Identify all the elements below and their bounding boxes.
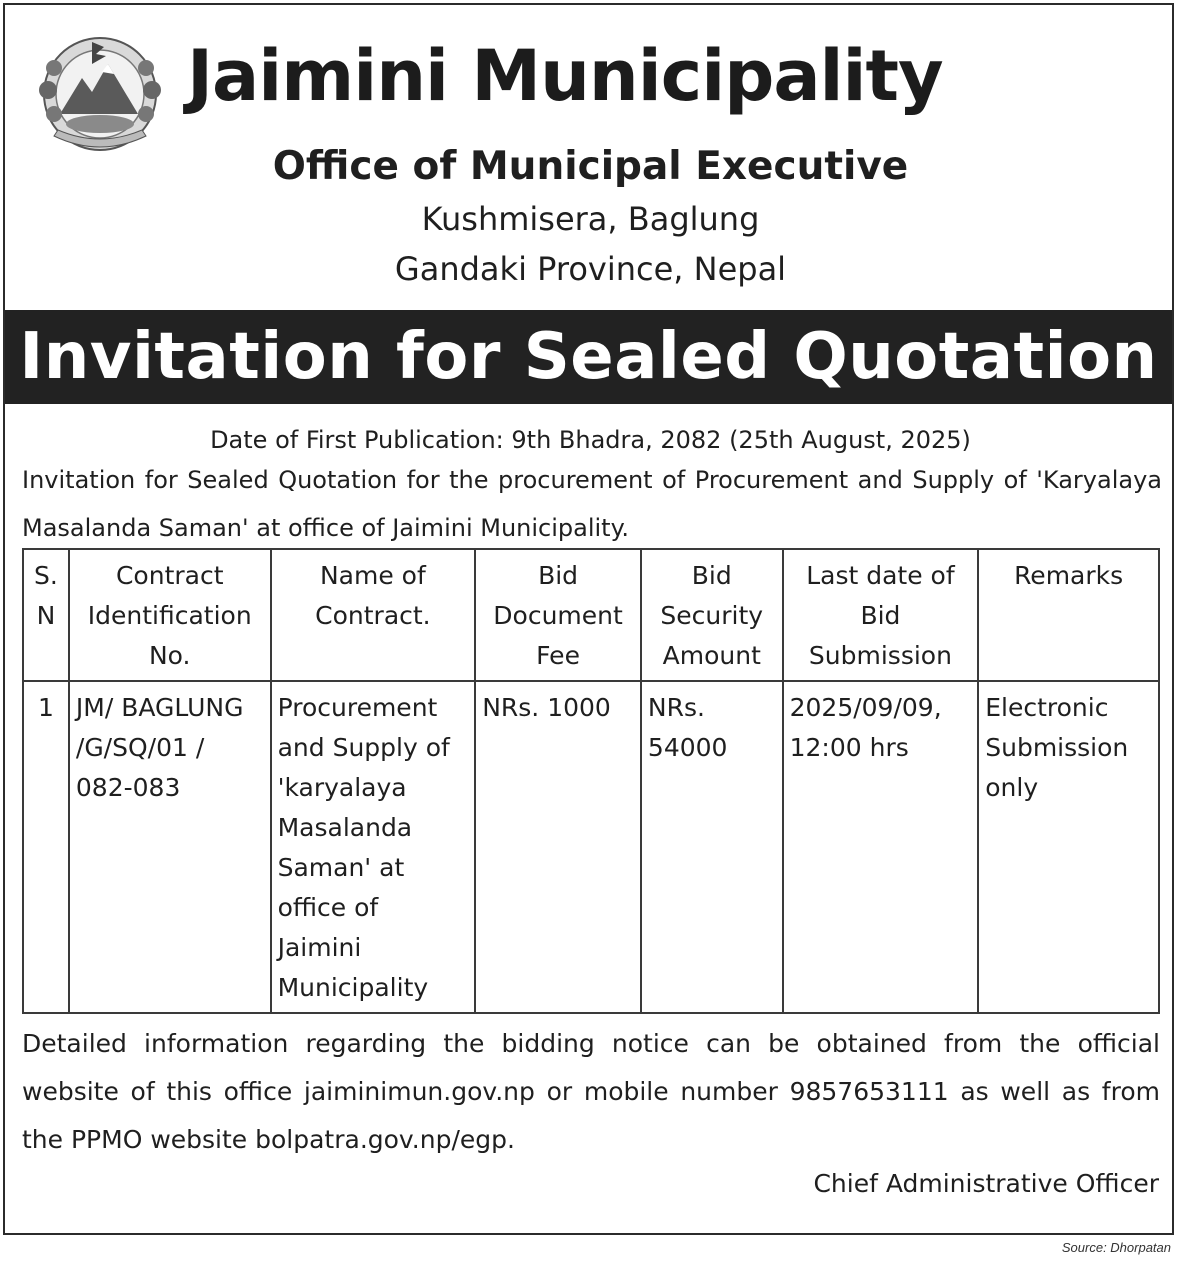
address-line-2: Gandaki Province, Nepal: [394, 250, 787, 288]
address-line-1: Kushmisera, Baglung: [421, 200, 760, 238]
cell-contract-id: JM/ BAGLUNG /G/SQ/01 / 082-083: [69, 681, 271, 1013]
cell-bid-security: NRs. 54000: [641, 681, 783, 1013]
notice-intro: Invitation for Sealed Quotation for the procurement of Procurement and Supply of 'Karyalaya Masalanda Saman' at office of Jaimini Municipality.: [22, 466, 1162, 542]
details-paragraph: Detailed information regarding the bidding notice can be obtained from the official website of this office jaiminimun.gov.np or mobile number 9857653111 as well as from the PPMO website bolpatra.gov.np/egp.: [22, 1029, 1160, 1154]
header-bid-security: Bid Security Amount: [641, 549, 783, 681]
source-credit: Source: Dhorpatan: [1061, 1240, 1171, 1255]
bid-table: [22, 548, 1160, 1014]
header-remarks: Remarks: [978, 549, 1159, 681]
office-name: Office of Municipal Executive: [272, 144, 909, 189]
header-sn: S. N: [23, 549, 69, 681]
header-contract-name: Name of Contract.: [271, 549, 476, 681]
header-contract-id: Contract Identification No.: [69, 549, 271, 681]
table-header-row: [23, 549, 1159, 681]
table-row: [23, 681, 1159, 1013]
cell-remarks: Electronic Submission only: [978, 681, 1159, 1013]
cell-contract-name: Procurement and Supply of 'karyalaya Masalanda Saman' at office of Jaimini Municipality: [271, 681, 476, 1013]
notice-banner: Invitation for Sealed Quotation: [5, 310, 1172, 404]
municipality-title: Jaimini Municipality: [187, 35, 943, 117]
cell-bid-fee: NRs. 1000: [475, 681, 641, 1013]
cell-sn: 1: [23, 681, 69, 1013]
header-last-date: Last date of Bid Submission: [783, 549, 979, 681]
signer-title: Chief Administrative Officer: [813, 1169, 1159, 1198]
cell-last-date: 2025/09/09, 12:00 hrs: [783, 681, 979, 1013]
header-bid-fee: Bid Document Fee: [475, 549, 641, 681]
publication-date: Date of First Publication: 9th Bhadra, 2082 (25th August, 2025): [210, 426, 971, 454]
nepal-emblem-icon: [26, 34, 174, 158]
